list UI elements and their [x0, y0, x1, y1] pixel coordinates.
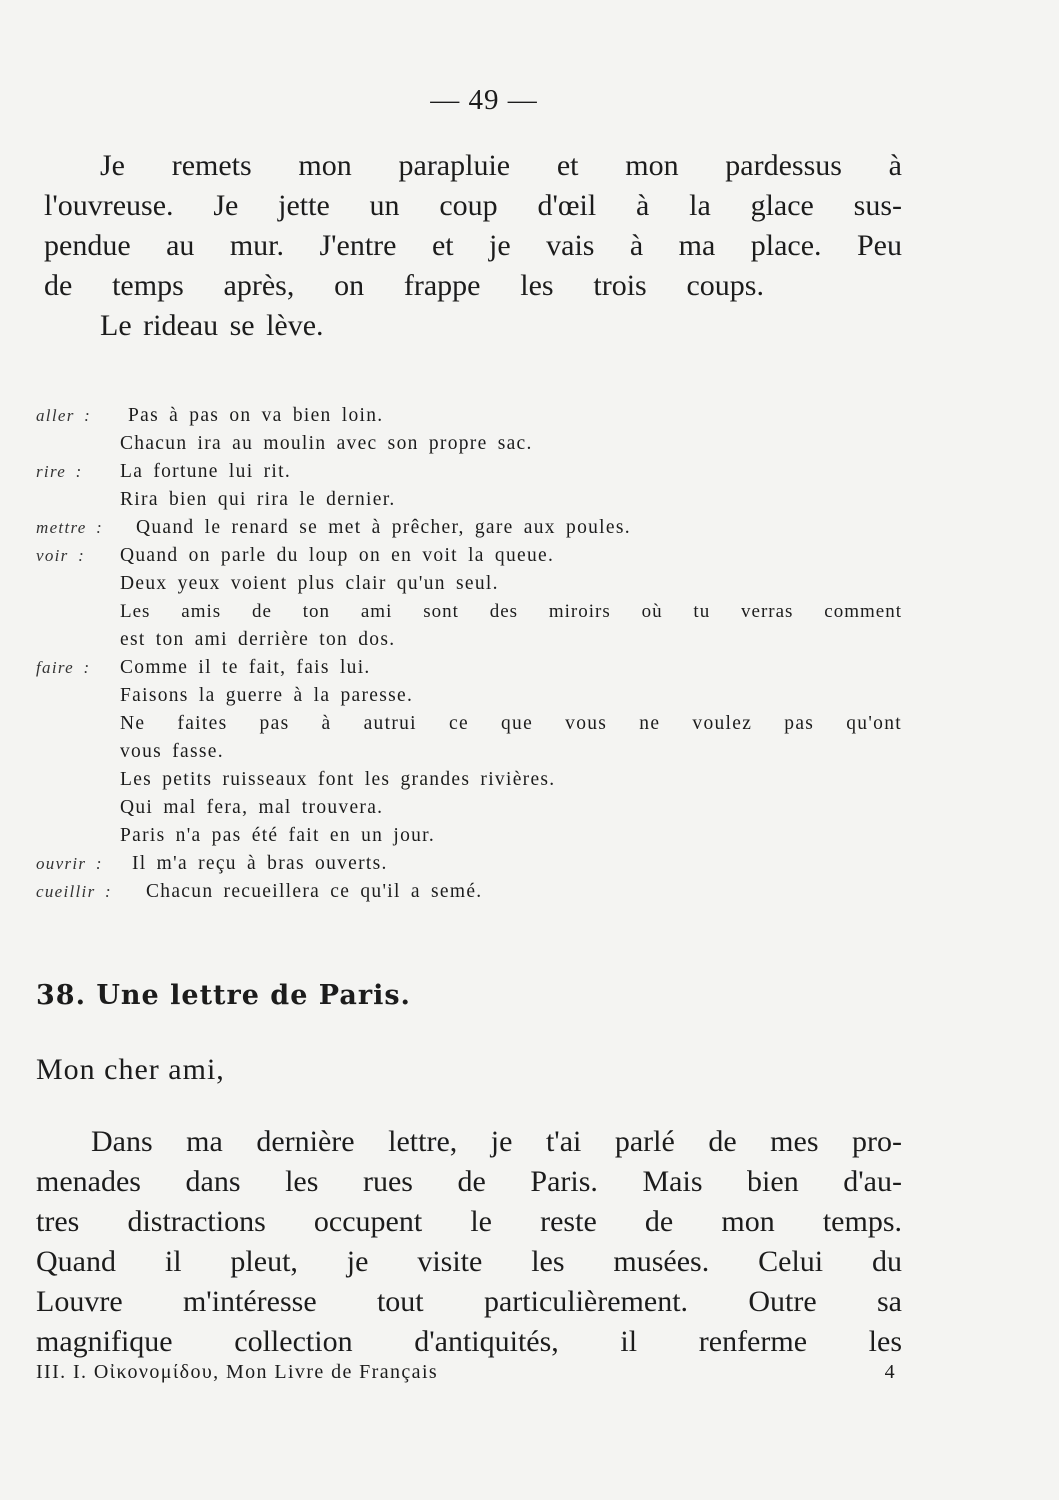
intro-text-line: Je remets mon parapluie et mon pardessus à — [100, 149, 902, 182]
intro-text-line: l'ouvreuse. Je jette un coup d'œil à la glace sus- — [44, 189, 902, 222]
page-number: — 49 — — [430, 84, 538, 116]
proverb-line: Quand le renard se met à prêcher, gare aux poules. — [136, 517, 631, 538]
letter-body — [36, 1122, 902, 1362]
proverb-line: Paris n'a pas été fait en un jour. — [120, 825, 436, 846]
letter-line: Dans ma dernière lettre, je t'ai parlé de mes pro- — [91, 1125, 902, 1158]
letter-line: Louvre m'intéresse tout particulièrement. Outre sa — [36, 1285, 902, 1318]
intro-text-line: de temps après, on frappe les trois coups. — [44, 269, 764, 302]
intro-line-2 — [44, 186, 902, 226]
proverb-group-rire — [36, 458, 902, 514]
letter-line: magnifique collection d'antiquités, il renferme les — [36, 1325, 902, 1358]
proverb-group-voir — [36, 542, 902, 654]
letter-line: tres distractions occupent le reste de mon temps. — [36, 1205, 902, 1238]
verb-label: mettre : — [36, 518, 104, 537]
proverb-line: Comme il te fait, fais lui. — [120, 657, 371, 678]
proverb-group-aller — [36, 402, 902, 458]
verb-label: voir : — [36, 546, 86, 565]
intro-text-line: pendue au mur. J'entre et je vais à ma place. Peu — [44, 229, 902, 262]
proverb-text — [136, 514, 902, 542]
proverb-line: Pas à pas on va bien loin. — [128, 405, 384, 426]
page-footer — [36, 1361, 896, 1384]
proverb-text — [120, 402, 902, 458]
verb-label: cueillir : — [36, 882, 113, 901]
proverb-line: Il m'a reçu à bras ouverts. — [132, 853, 388, 874]
letter-salutation: Mon cher ami, — [36, 1053, 225, 1086]
proverb-line: est ton ami derrière ton dos. — [120, 629, 396, 650]
proverb-line: vous fasse. — [120, 741, 224, 762]
proverb-text — [146, 878, 902, 906]
section-heading: 38. Une lettre de Paris. — [36, 980, 411, 1011]
intro-closing: Le rideau se lève. — [100, 309, 324, 342]
intro-line-3 — [44, 226, 902, 266]
footer-signature-number: 4 — [884, 1361, 896, 1383]
proverb-line: La fortune lui rit. — [120, 461, 291, 482]
proverb-line: Quand on parle du loup on en voit la queue. — [120, 545, 555, 566]
proverb-text — [120, 542, 902, 654]
proverb-group-cueillir — [36, 878, 902, 906]
proverb-line: Chacun recueillera ce qu'il a semé. — [146, 881, 483, 902]
verb-label: ouvrir : — [36, 854, 103, 873]
proverb-text — [120, 458, 902, 514]
proverb-line: Ne faites pas à autrui ce que vous ne voulez pas qu'ont — [120, 713, 902, 734]
proverb-line: Faisons la guerre à la paresse. — [120, 685, 414, 706]
letter-line: Quand il pleut, je visite les musées. Celui du — [36, 1245, 902, 1278]
footer-book-title: III. I. Οἰκονομίδου, Mon Livre de Français — [36, 1361, 439, 1383]
verb-label: rire : — [36, 462, 83, 481]
proverb-group-faire — [36, 654, 902, 850]
proverb-line: Rira bien qui rira le dernier. — [120, 489, 396, 510]
verb-label: faire : — [36, 658, 91, 677]
proverb-line: Chacun ira au moulin avec son propre sac. — [120, 433, 533, 454]
proverb-line: Qui mal fera, mal trouvera. — [120, 797, 384, 818]
verb-label: aller : — [36, 406, 92, 425]
proverb-line: Les amis de ton ami sont des miroirs où tu verras comment — [120, 601, 902, 622]
proverb-text — [120, 654, 902, 850]
letter-line: menades dans les rues de Paris. Mais bien d'au- — [36, 1165, 902, 1198]
proverb-list — [36, 402, 902, 906]
proverb-line: Les petits ruisseaux font les grandes rivières. — [120, 769, 556, 790]
proverb-group-ouvrir — [36, 850, 902, 878]
proverb-line: Deux yeux voient plus clair qu'un seul. — [120, 573, 499, 594]
intro-line-4 — [44, 266, 764, 306]
proverb-group-mettre — [36, 514, 902, 542]
proverb-text — [120, 850, 902, 878]
intro-line-1 — [100, 146, 902, 186]
